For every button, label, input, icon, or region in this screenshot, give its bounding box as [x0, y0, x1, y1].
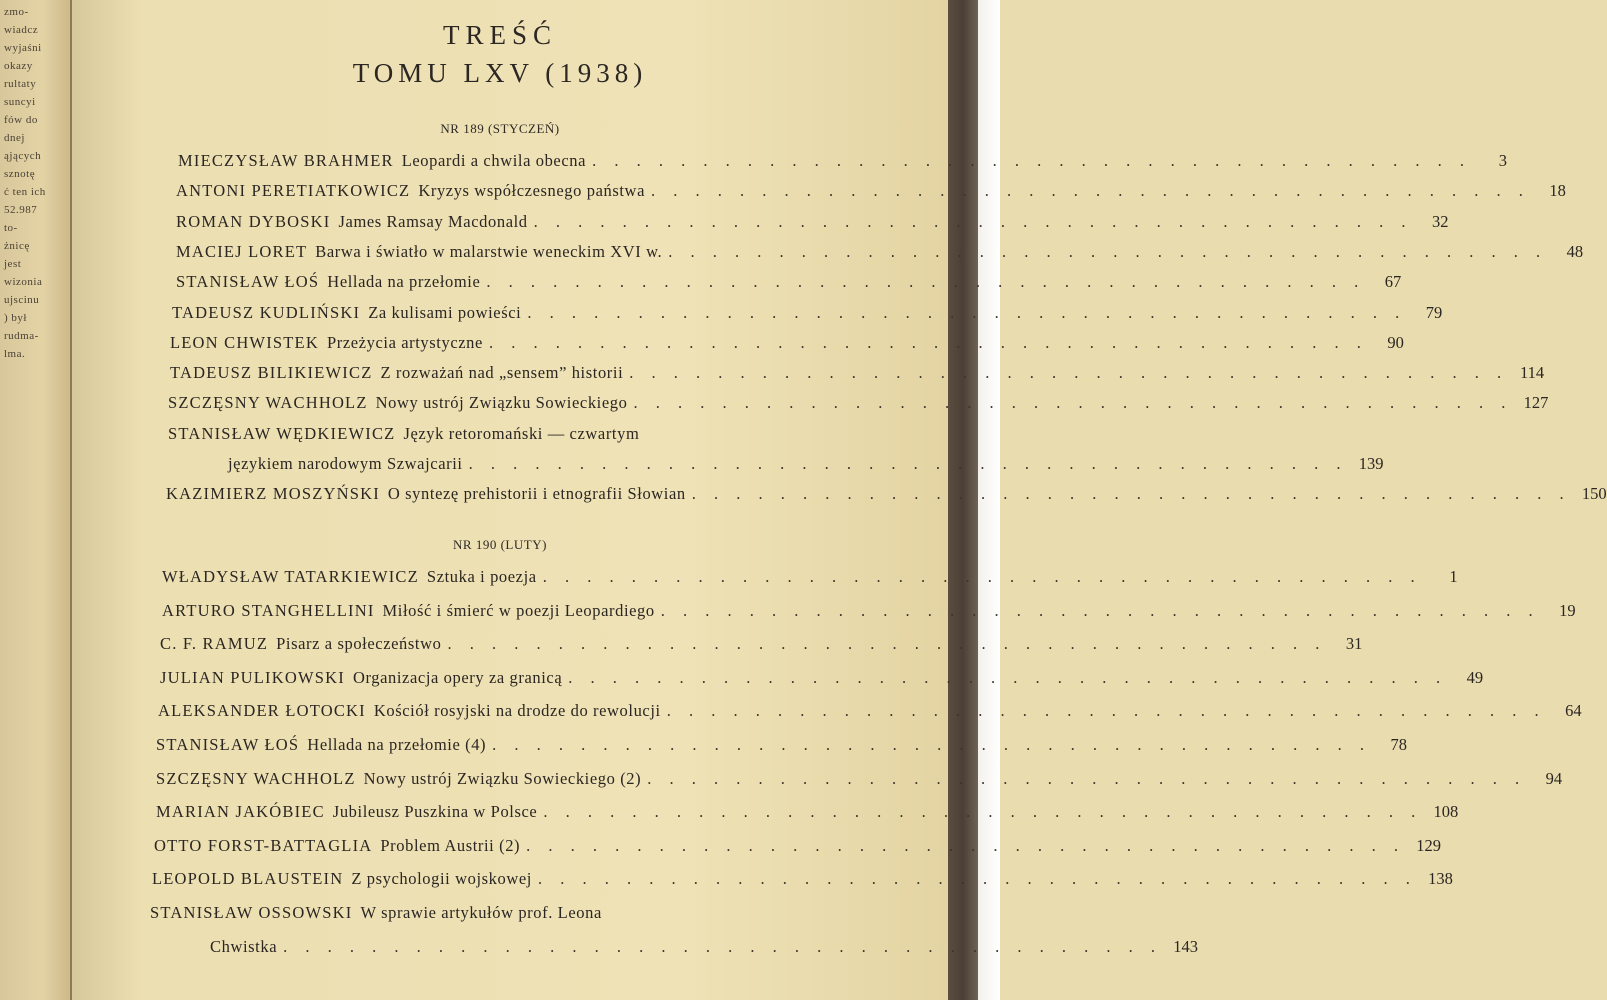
left-page-text-fragment: żnicę — [4, 240, 30, 252]
entry-page-number: 67 — [1384, 272, 1402, 292]
entry-page-number: 94 — [1545, 768, 1563, 788]
toc-entry — [156, 802, 1459, 822]
leader-dots: . . . . . . . . . . . . . . . . . . . . . . . . . . . . . . . . . . . . . . . . — [533, 211, 1413, 231]
entry-title: Problem Austrii (2) — [380, 835, 521, 855]
left-page-text-fragment: fów do — [4, 114, 38, 126]
entry-author: STANISŁAW ŁOŚ — [156, 735, 300, 754]
left-page-text-fragment: wiadcz — [4, 24, 39, 36]
entry-page-number: 78 — [1390, 735, 1408, 754]
leader-dots: . . . . . . . . . . . . . . . . . . . . . . . . . . . . . . . . . . . . . . . . — [492, 735, 1372, 754]
entry-author: KAZIMIERZ MOSZYŃSKI — [166, 484, 380, 504]
entry-page-number: 150 — [1581, 484, 1607, 504]
leader-dots: . . . . . . . . . . . . . . . . . . . . . . . . . . . . . . . . . . . . . . . . — [537, 869, 1417, 889]
entry-author: ROMAN DYBOSKI — [176, 211, 331, 231]
toc-entry — [176, 241, 1584, 262]
entry-title: Nowy ustrój Związku Sowieckiego — [375, 393, 628, 413]
leader-dots: . . . . . . . . . . . . . . . . . . . . . . . . . . . . . . . . . . . . . . . . — [568, 667, 1448, 687]
entry-title: O syntezę prehistorii i etnografii Słowian — [387, 484, 686, 504]
entry-author: STANISŁAW OSSOWSKI — [150, 903, 353, 922]
entry-page-number: 90 — [1387, 332, 1404, 352]
left-page-text-fragment: wyjaśni — [4, 42, 42, 54]
entry-page-number: 127 — [1523, 393, 1549, 413]
toc-entry — [158, 701, 1582, 721]
entry-page-number: 31 — [1345, 634, 1363, 654]
entry-title: Miłość i śmierć w poezji Leopardiego — [382, 600, 655, 620]
leader-dots: . . . . . . . . . . . . . . . . . . . . . . . . . . . . . . . . . . . . . . . . — [486, 272, 1366, 292]
entry-title: Leopardi a chwila obecna — [401, 151, 587, 170]
entry-author: STANISŁAW WĘDKIEWICZ — [168, 423, 396, 443]
toc-entry — [176, 181, 1566, 201]
entry-author: C. F. RAMUZ — [160, 634, 269, 654]
left-page-text-fragment: jest — [4, 258, 22, 270]
left-page-text-fragment: lma. — [4, 348, 26, 360]
toc-entry — [168, 393, 1549, 413]
leader-dots: . . . . . . . . . . . . . . . . . . . . . . . . . . . . . . . . . . . . . . . . — [592, 151, 1471, 170]
entry-author: OTTO FORST-BATTAGLIA — [154, 835, 373, 855]
entry-title: Barwa i światło w malarstwie weneckim XVI w. — [315, 241, 663, 261]
leader-dots: . . . . . . . . . . . . . . . . . . . . . . . . . . . . . . . . . . . . . . . . — [488, 332, 1368, 352]
entry-title: Z rozważań nad „sensem” historii — [380, 363, 624, 383]
entry-title: Organizacja opery za granicą — [352, 667, 563, 687]
entry-page-number: 108 — [1433, 802, 1459, 822]
toc-entry — [170, 332, 1404, 353]
entry-title: Hellada na przełomie (4) — [307, 735, 487, 754]
entry-title: Kryzys współczesnego państwa — [418, 181, 645, 201]
left-page-text-fragment: rudma- — [4, 330, 39, 342]
toc-entry — [156, 735, 1408, 755]
toc-entry — [178, 151, 1507, 171]
toc-entry — [176, 211, 1449, 232]
entry-author: ALEKSANDER ŁOTOCKI — [158, 701, 366, 721]
toc-entry-continuation — [210, 936, 1199, 957]
toc-entry — [172, 302, 1443, 323]
entry-title: W sprawie artykułów prof. Leona — [360, 903, 602, 922]
page-subtitle: TOMU LXV (1938) — [352, 58, 648, 88]
entry-page-number: 79 — [1425, 302, 1443, 322]
left-page-text-fragment: okazy — [4, 60, 33, 72]
entry-page-number: 1 — [1449, 567, 1458, 586]
entry-title: Kościół rosyjski na drodze do rewolucji — [373, 701, 661, 721]
entry-title: Hellada na przełomie — [327, 272, 481, 292]
toc-entry — [150, 903, 852, 923]
entry-page-number: 114 — [1520, 363, 1545, 383]
leader-dots: . . . . . . . . . . . . . . . . . . . . . . . . . . . . . . . . . . . . . . . . — [447, 634, 1327, 654]
leader-dots: . . . . . . . . . . . . . . . . . . . . . . . . . . . . . . . . . . . . . . . . — [633, 393, 1513, 413]
leader-dots: . . . . . . . . . . . . . . . . . . . . . . . . . . . . . . . . . . . . . . . . — [527, 302, 1407, 322]
entry-page-number: 129 — [1416, 835, 1442, 855]
entry-title: Jubileusz Puszkina w Polsce — [332, 802, 538, 822]
entry-title: Pisarz a społeczeństwo — [276, 634, 442, 654]
leader-dots: . . . . . . . . . . . . . . . . . . . . . . . . . . . . . . . . . . . . . . . . — [526, 835, 1406, 855]
left-page-text-fragment: ć ten ich — [4, 186, 46, 198]
section-heading: NR 190 (LUTY) — [453, 537, 547, 552]
toc-entry — [160, 634, 1363, 654]
toc-entry — [156, 768, 1563, 789]
entry-author: STANISŁAW ŁOŚ — [176, 272, 320, 292]
leader-dots: . . . . . . . . . . . . . . . . . . . . . . . . . . . . . . . . . . . . . . . . — [666, 701, 1546, 721]
entry-title: Nowy ustrój Związku Sowieckiego (2) — [363, 768, 642, 788]
entry-page-number: 64 — [1565, 701, 1582, 721]
entry-page-number: 143 — [1173, 936, 1199, 956]
toc-entry — [162, 567, 1458, 587]
left-page-text-fragment: zmo- — [4, 6, 29, 18]
entry-author: MARIAN JAKÓBIEC — [156, 802, 325, 822]
toc-entry — [168, 424, 828, 444]
leader-dots: . . . . . . . . . . . . . . . . . . . . . . . . . . . . . . . . . . . . . . . . — [660, 600, 1540, 620]
entry-page-number: 139 — [1358, 454, 1384, 473]
leader-dots: . . . . . . . . . . . . . . . . . . . . . . . . . . . . . . . . . . . . . . . . — [651, 181, 1530, 201]
entry-author: SZCZĘSNY WACHHOLZ — [168, 393, 368, 413]
leader-dots: . . . . . . . . . . . . . . . . . . . . . . . . . . . . . . . . . . . . . . . . — [543, 802, 1423, 822]
toc-entry — [160, 667, 1484, 688]
entry-title-continuation: Chwistka — [210, 936, 278, 956]
entry-title: Za kulisami powieści — [368, 302, 522, 322]
left-page-text-fragment: to- — [4, 222, 18, 234]
toc-entry — [152, 869, 1453, 889]
left-page-text-fragment: rultaty — [4, 78, 37, 90]
section-heading: NR 189 (STYCZEŃ) — [440, 121, 560, 136]
toc-entry — [170, 363, 1545, 383]
left-page-text-fragment: ) był — [4, 312, 27, 324]
left-page-text-fragment: ąjących — [4, 150, 42, 162]
entry-author: SZCZĘSNY WACHHOLZ — [156, 768, 356, 788]
entry-author: LEOPOLD BLAUSTEIN — [152, 869, 344, 889]
entry-title: Język retoromański — czwartym — [403, 423, 640, 443]
entry-title: Przeżycia artystyczne — [326, 332, 483, 352]
entry-author: JULIAN PULIKOWSKI — [160, 667, 345, 687]
entry-author: LEON CHWISTEK — [170, 332, 319, 352]
toc-entry — [166, 484, 1607, 504]
entry-page-number: 19 — [1559, 600, 1576, 620]
entry-author: MACIEJ LORET — [176, 241, 308, 261]
entry-page-number: 18 — [1549, 181, 1566, 201]
leader-dots: . . . . . . . . . . . . . . . . . . . . . . . . . . . . . . . . . . . . . . . . — [542, 567, 1422, 586]
leader-dots: . . . . . . . . . . . . . . . . . . . . . . . . . . . . . . . . . . . . . . . . — [647, 768, 1527, 788]
entry-title: James Ramsay Macdonald — [338, 211, 528, 231]
toc-entry — [176, 272, 1402, 292]
entry-page-number: 48 — [1566, 241, 1584, 261]
entry-title: Z psychologii wojskowej — [351, 869, 532, 889]
entry-page-number: 3 — [1498, 151, 1507, 170]
toc-entry — [154, 835, 1442, 856]
left-page-text-fragment: dnej — [4, 132, 25, 144]
leader-dots: . . . . . . . . . . . . . . . . . . . . . . . . . . . . . . . . . . . . . . . . — [668, 241, 1548, 261]
leader-dots: . . . . . . . . . . . . . . . . . . . . . . . . . . . . . . . . . . . . . . . . — [629, 363, 1509, 383]
left-page-text-fragment: sznotę — [4, 168, 36, 180]
left-page-text-fragment: suncyi — [4, 96, 36, 108]
entry-page-number: 49 — [1466, 667, 1484, 687]
entry-author: ARTURO STANGHELLINI — [162, 600, 375, 620]
leader-dots: . . . . . . . . . . . . . . . . . . . . . . . . . . . . . . . . . . . . . . . . — [468, 454, 1348, 473]
toc-entry-continuation — [228, 454, 1384, 474]
previous-page-edge — [0, 0, 72, 1000]
entry-author: ANTONI PERETIATKOWICZ — [176, 181, 411, 201]
entry-page-number: 32 — [1432, 211, 1449, 231]
left-page-text-fragment: 52.987 — [4, 204, 38, 216]
leader-dots: . . . . . . . . . . . . . . . . . . . . . . . . . . . . . . . . . . . . . . . . — [283, 936, 1163, 956]
leader-dots: . . . . . . . . . . . . . . . . . . . . . . . . . . . . . . . . . . . . . . . . — [691, 484, 1571, 504]
entry-title-continuation: językiem narodowym Szwajcarii — [228, 454, 463, 473]
toc-entry — [162, 600, 1576, 621]
entry-author: MIECZYSŁAW BRAHMER — [178, 151, 394, 170]
entry-author: WŁADYSŁAW TATARKIEWICZ — [162, 567, 419, 586]
entry-author: TADEUSZ BILIKIEWICZ — [170, 363, 373, 383]
entry-title: Sztuka i poezja — [426, 567, 537, 586]
left-page-text-fragment: wizonia — [4, 276, 43, 288]
entry-page-number: 138 — [1428, 869, 1453, 889]
left-page-text-fragment: ujscinu — [4, 294, 40, 306]
entry-author: TADEUSZ KUDLIŃSKI — [172, 302, 361, 322]
page-title: TREŚĆ — [442, 20, 558, 50]
